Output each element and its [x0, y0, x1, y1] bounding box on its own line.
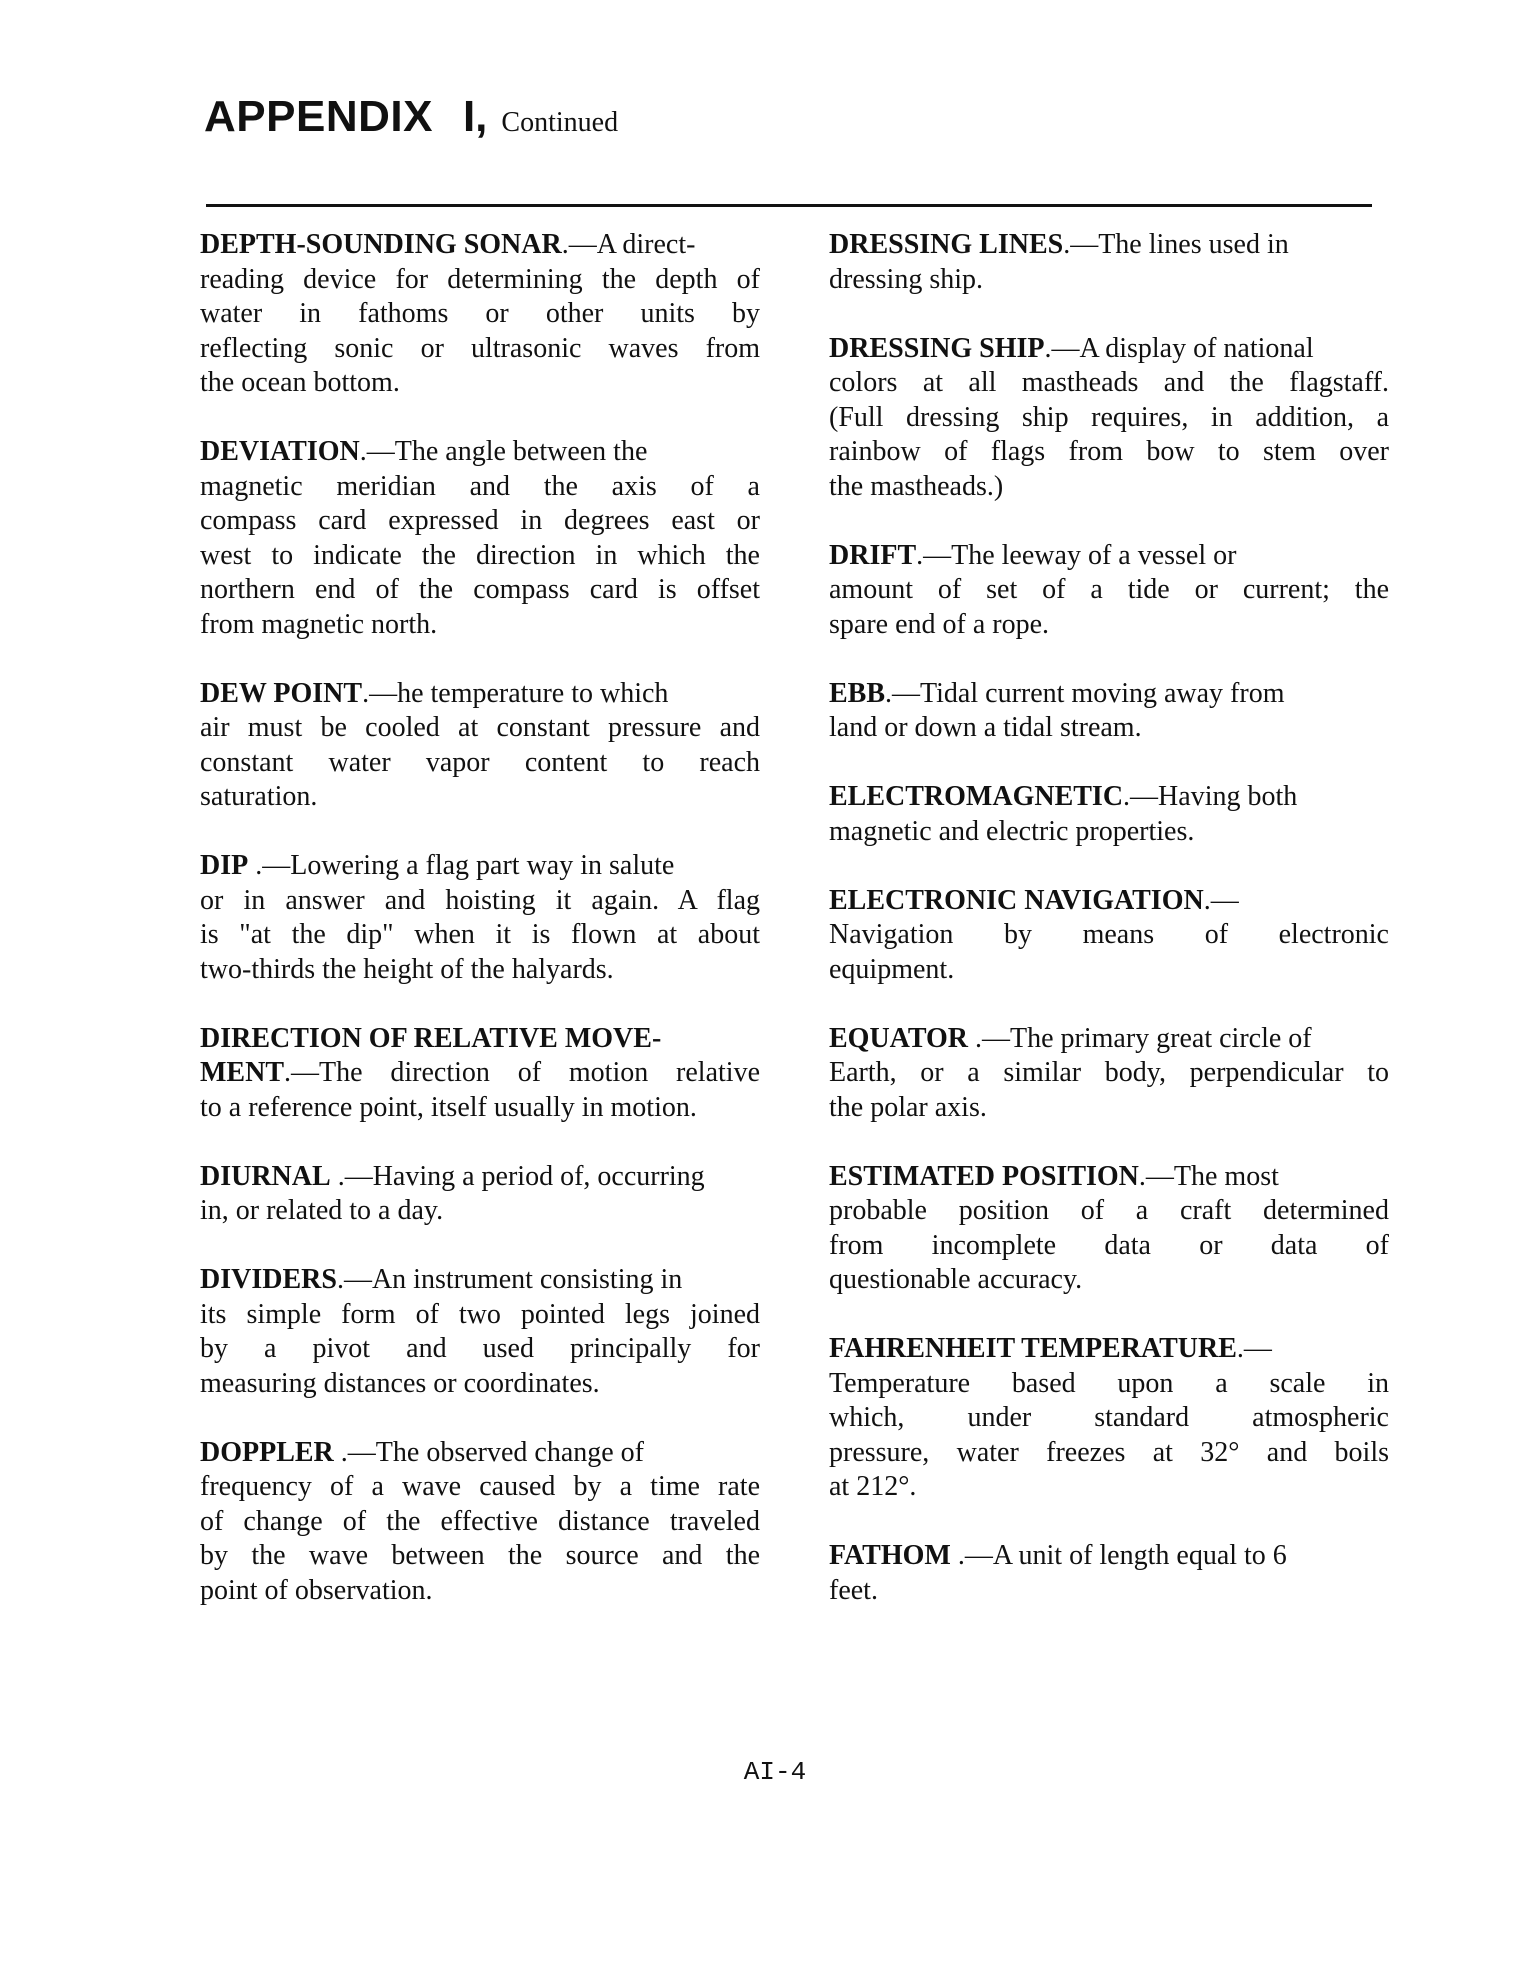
- entry-line: dressing ship.: [829, 263, 983, 295]
- entry-term: DRESSING SHIP: [829, 332, 1045, 364]
- entry-line: [829, 1539, 1389, 1574]
- entry-line: [829, 677, 1389, 712]
- entry-line: magnetic meridian and the axis of a: [200, 470, 760, 502]
- entry-text: .—he temperature to which: [362, 677, 669, 709]
- entry-line: [200, 677, 760, 712]
- entry-term-continued: MENT: [200, 1057, 284, 1088]
- entry-line: west to indicate the direction in which the: [200, 539, 760, 571]
- entry-text: .—: [1203, 884, 1239, 916]
- entry-term: DEPTH-SOUNDING SONAR: [200, 229, 562, 260]
- entry-line: water in fathoms or other units by: [200, 298, 760, 329]
- entry-line: reflecting sonic or ultrasonic waves from: [200, 332, 760, 364]
- entry-term: ESTIMATED POSITION: [829, 1160, 1139, 1192]
- glossary-entry: [829, 228, 1389, 297]
- entry-line: two-thirds the height of the halyards.: [200, 953, 614, 985]
- title-main: APPENDIX: [204, 92, 433, 141]
- entry-line: by the wave between the source and the: [200, 1540, 760, 1571]
- entry-text: .—Having a period of, occurring: [330, 1160, 705, 1192]
- entry-term: DIVIDERS: [200, 1264, 337, 1295]
- entry-line: feet.: [829, 1574, 878, 1606]
- entry-line: [829, 1332, 1389, 1367]
- glossary-entry: [829, 780, 1389, 849]
- entry-text: .—The primary great circle of: [968, 1022, 1312, 1054]
- entry-line: [200, 435, 760, 470]
- glossary-entry: [200, 435, 760, 642]
- entry-line: Earth, or a similar body, perpendicular to: [829, 1057, 1389, 1088]
- glossary-entry: [200, 1263, 760, 1401]
- entry-line: point of observation.: [200, 1574, 433, 1606]
- entry-text: .—Having both: [1123, 781, 1298, 812]
- entry-text: .—An instrument consisting in: [336, 1264, 683, 1295]
- entry-line: its simple form of two pointed legs joined: [200, 1298, 760, 1330]
- glossary-entry: [200, 1436, 760, 1609]
- entry-text: .—: [1236, 1333, 1272, 1364]
- entry-line: frequency of a wave caused by a time rate: [200, 1471, 760, 1502]
- entry-line: [200, 1263, 760, 1298]
- entry-term: DRIFT: [829, 539, 917, 571]
- entry-line: saturation.: [200, 781, 318, 812]
- right-column: [829, 228, 1389, 1643]
- entry-term: EBB: [829, 677, 886, 709]
- entry-term: DEVIATION: [200, 436, 360, 467]
- entry-text: .—Lowering a flag part way in salute: [248, 850, 675, 881]
- entry-text: .—The lines used in: [1063, 229, 1289, 260]
- entry-line: magnetic and electric properties.: [829, 815, 1195, 847]
- entry-line: measuring distances or coordinates.: [200, 1367, 600, 1399]
- entry-line: by a pivot and used principally for: [200, 1333, 760, 1364]
- entry-term: DIP: [200, 850, 249, 881]
- glossary-entry: [829, 1539, 1389, 1608]
- entry-line: constant water vapor content to reach: [200, 746, 760, 778]
- entry-line: or in answer and hoisting it again. A flag: [200, 884, 760, 916]
- entry-line: to a reference point, itself usually in motion.: [200, 1091, 697, 1123]
- glossary-entry: [829, 677, 1389, 746]
- entry-text: .—Tidal current moving away from: [885, 677, 1285, 709]
- entry-line: the mastheads.): [829, 470, 1004, 502]
- entry-line: [829, 780, 1389, 815]
- entry-line: the polar axis.: [829, 1091, 987, 1123]
- entry-text: .—A direct-: [561, 229, 696, 260]
- entry-text: .—The angle between the: [359, 436, 648, 467]
- title-numeral: I,: [462, 92, 488, 141]
- entry-text: .—A unit of length equal to 6: [950, 1540, 1287, 1571]
- glossary-entry: [200, 677, 760, 815]
- entry-line: colors at all mastheads and the flagstaff.: [829, 367, 1389, 398]
- entry-line: from incomplete data or data of: [829, 1229, 1389, 1261]
- entry-line: is "at the dip" when it is flown at about: [200, 919, 760, 950]
- entry-line: [829, 332, 1389, 367]
- entry-line: [829, 1160, 1389, 1195]
- entry-term: DOPPLER: [200, 1436, 334, 1468]
- entry-line: air must be cooled at constant pressure and: [200, 712, 760, 743]
- entry-line: probable position of a craft determined: [829, 1195, 1389, 1226]
- entry-line: MENT.—The direction of motion relative: [200, 1057, 760, 1088]
- entry-line: at 212°.: [829, 1471, 917, 1502]
- entry-text: .—The most: [1138, 1160, 1279, 1192]
- glossary-entry: [200, 849, 760, 987]
- entry-text: .—The leeway of a vessel or: [916, 539, 1237, 571]
- glossary-entry: [829, 332, 1389, 505]
- entry-term: DRESSING LINES: [829, 229, 1064, 260]
- entry-line: [200, 1160, 760, 1195]
- entry-line: which, under standard atmospheric: [829, 1402, 1389, 1433]
- entry-line: reading device for determining the depth of: [200, 263, 760, 295]
- entry-line: rainbow of flags from bow to stem over: [829, 436, 1389, 467]
- glossary-entry: [829, 1332, 1389, 1505]
- title-sub: Continued: [501, 107, 619, 138]
- entry-line: Temperature based upon a scale in: [829, 1367, 1389, 1399]
- entry-term: FAHRENHEIT TEMPERATURE: [829, 1333, 1237, 1364]
- glossary-entry: [829, 539, 1389, 643]
- entry-term: ELECTROMAGNETIC: [829, 781, 1124, 812]
- left-column: [200, 228, 760, 1643]
- entry-term: ELECTRONIC NAVIGATION: [829, 884, 1204, 916]
- glossary-entry: [200, 1022, 760, 1126]
- entry-line: Navigation by means of electronic: [829, 919, 1389, 950]
- entry-text: .—A display of national: [1044, 332, 1314, 364]
- entry-term: FATHOM: [829, 1540, 951, 1571]
- glossary-entry: [200, 1160, 760, 1229]
- entry-line: the ocean bottom.: [200, 367, 400, 398]
- entry-line: [829, 228, 1389, 263]
- header-rule: [206, 204, 1372, 207]
- entry-line: (Full dressing ship requires, in addition, a: [829, 401, 1389, 433]
- entry-line: amount of set of a tide or current; the: [829, 574, 1389, 605]
- entry-line: land or down a tidal stream.: [829, 712, 1142, 743]
- entry-term: EQUATOR: [829, 1022, 968, 1054]
- entry-line: questionable accuracy.: [829, 1264, 1083, 1295]
- entry-line: in, or related to a day.: [200, 1195, 444, 1226]
- entry-line: spare end of a rope.: [829, 608, 1050, 640]
- page-number: AI-4: [743, 1757, 807, 1787]
- entry-line: from magnetic north.: [200, 608, 438, 640]
- entry-term: DEW POINT: [200, 677, 363, 709]
- entry-line: northern end of the compass card is offset: [200, 574, 760, 605]
- entry-line: [829, 539, 1389, 574]
- glossary-entry: [829, 884, 1389, 988]
- entry-line: of change of the effective distance traveled: [200, 1505, 760, 1537]
- entry-line: [200, 1022, 760, 1057]
- entry-line: compass card expressed in degrees east or: [200, 505, 760, 536]
- entry-text: .—The observed change of: [333, 1436, 644, 1468]
- entry-line: [200, 228, 760, 263]
- glossary-entry: [829, 1160, 1389, 1298]
- glossary-entry: [829, 1022, 1389, 1126]
- entry-line: [829, 884, 1389, 919]
- entry-line: equipment.: [829, 953, 955, 985]
- entry-line: pressure, water freezes at 32° and boils: [829, 1436, 1389, 1468]
- entry-line: [200, 849, 760, 884]
- entry-line: [829, 1022, 1389, 1057]
- entry-line: [200, 1436, 760, 1471]
- entry-term: DIRECTION OF RELATIVE MOVE-: [200, 1022, 662, 1054]
- entry-term: DIURNAL: [200, 1160, 331, 1192]
- page-title: [204, 92, 618, 142]
- glossary-entry: [200, 228, 760, 401]
